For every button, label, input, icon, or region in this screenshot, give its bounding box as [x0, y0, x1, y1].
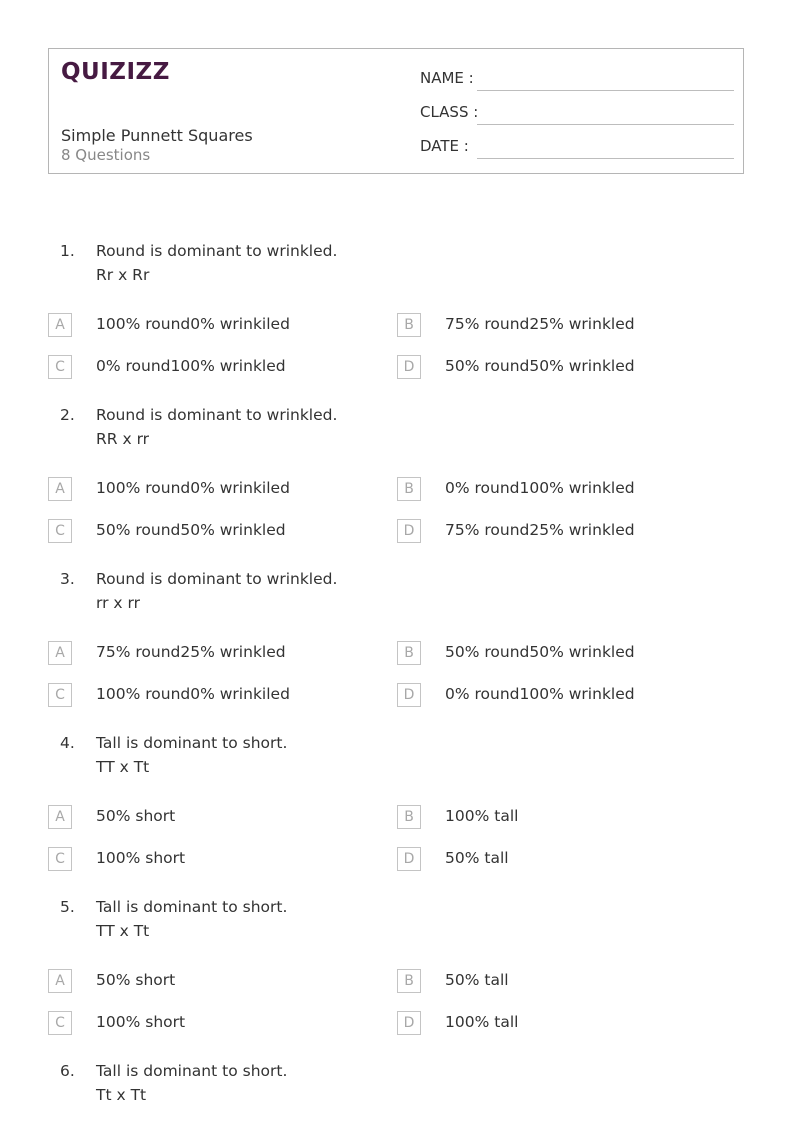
question-cross: RR x rr: [96, 430, 150, 448]
option-letter[interactable]: C: [48, 1011, 72, 1035]
option-letter[interactable]: A: [48, 477, 72, 501]
date-line[interactable]: [477, 158, 734, 159]
name-line[interactable]: [477, 90, 734, 91]
class-label: CLASS :: [420, 103, 479, 121]
option-letter[interactable]: D: [397, 1011, 421, 1035]
option-text: 50% tall: [445, 849, 509, 867]
question-text: Round is dominant to wrinkled.: [96, 406, 338, 424]
question-text: Round is dominant to wrinkled.: [96, 242, 338, 260]
option-letter[interactable]: B: [397, 969, 421, 993]
question-number: 1.: [60, 242, 75, 260]
option-text: 75% round25% wrinkled: [96, 643, 286, 661]
question-4: [0, 734, 794, 898]
option-letter[interactable]: C: [48, 519, 72, 543]
option-text: 100% tall: [445, 1013, 519, 1031]
question-count: 8 Questions: [61, 146, 151, 164]
option-letter[interactable]: B: [397, 313, 421, 337]
option-text: 100% short: [96, 1013, 186, 1031]
option-letter[interactable]: B: [397, 477, 421, 501]
option-letter[interactable]: B: [397, 805, 421, 829]
question-number: 6.: [60, 1062, 75, 1080]
option-text: 100% round0% wrinkiled: [96, 315, 290, 333]
question-cross: Tt x Tt: [96, 1086, 147, 1104]
option-letter[interactable]: D: [397, 847, 421, 871]
option-text: 100% round0% wrinkiled: [96, 479, 290, 497]
option-text: 50% short: [96, 807, 176, 825]
question-cross: rr x rr: [96, 594, 140, 612]
date-field[interactable]: [420, 135, 734, 159]
option-letter[interactable]: C: [48, 683, 72, 707]
question-text: Round is dominant to wrinkled.: [96, 570, 338, 588]
question-cross: TT x Tt: [96, 922, 150, 940]
question-number: 3.: [60, 570, 75, 588]
option-text: 50% tall: [445, 971, 509, 989]
question-number: 2.: [60, 406, 75, 424]
question-3: [0, 570, 794, 734]
option-text: 0% round100% wrinkled: [445, 685, 635, 703]
quizizz-logo: QUIZIZZ: [61, 59, 170, 85]
option-letter[interactable]: B: [397, 641, 421, 665]
question-2: [0, 406, 794, 570]
question-text: Tall is dominant to short.: [96, 734, 288, 752]
option-letter[interactable]: C: [48, 355, 72, 379]
option-text: 50% round50% wrinkled: [445, 643, 635, 661]
option-letter[interactable]: C: [48, 847, 72, 871]
question-text: Tall is dominant to short.: [96, 898, 288, 916]
option-letter[interactable]: A: [48, 313, 72, 337]
option-letter[interactable]: A: [48, 641, 72, 665]
option-text: 75% round25% wrinkled: [445, 521, 635, 539]
option-letter[interactable]: A: [48, 969, 72, 993]
name-label: NAME :: [420, 69, 474, 87]
question-cross: Rr x Rr: [96, 266, 150, 284]
option-text: 100% tall: [445, 807, 519, 825]
question-text: Tall is dominant to short.: [96, 1062, 288, 1080]
option-letter[interactable]: D: [397, 519, 421, 543]
option-text: 50% short: [96, 971, 176, 989]
class-field[interactable]: [420, 101, 734, 125]
date-label: DATE :: [420, 137, 469, 155]
question-6: [0, 1062, 794, 1112]
option-letter[interactable]: A: [48, 805, 72, 829]
worksheet-title: Simple Punnett Squares: [61, 126, 253, 145]
option-text: 50% round50% wrinkled: [445, 357, 635, 375]
question-5: [0, 898, 794, 1062]
question-number: 4.: [60, 734, 75, 752]
question-1: [0, 242, 794, 406]
option-text: 0% round100% wrinkled: [96, 357, 286, 375]
worksheet-header: [48, 48, 744, 174]
option-text: 100% short: [96, 849, 186, 867]
option-letter[interactable]: D: [397, 683, 421, 707]
option-text: 100% round0% wrinkiled: [96, 685, 290, 703]
option-letter[interactable]: D: [397, 355, 421, 379]
question-cross: TT x Tt: [96, 758, 150, 776]
option-text: 0% round100% wrinkled: [445, 479, 635, 497]
name-field[interactable]: [420, 67, 734, 91]
option-text: 75% round25% wrinkled: [445, 315, 635, 333]
option-text: 50% round50% wrinkled: [96, 521, 286, 539]
question-number: 5.: [60, 898, 75, 916]
class-line[interactable]: [477, 124, 734, 125]
